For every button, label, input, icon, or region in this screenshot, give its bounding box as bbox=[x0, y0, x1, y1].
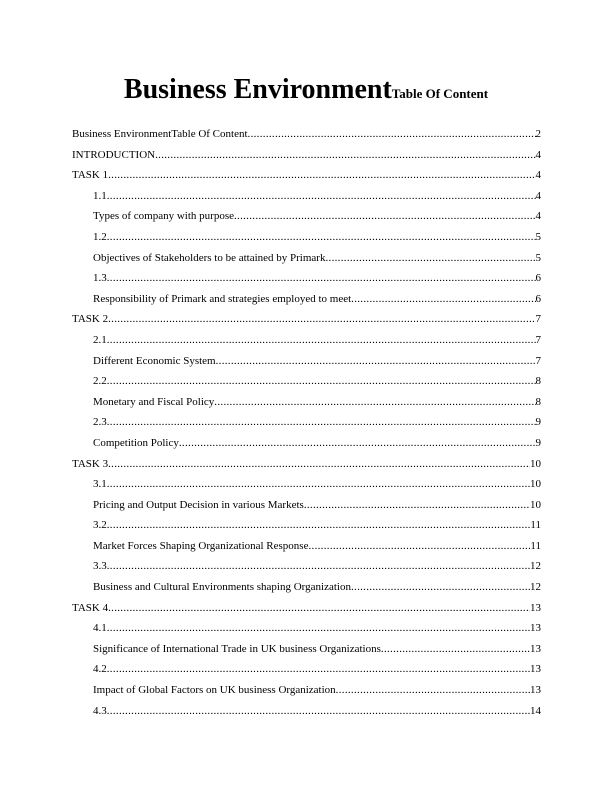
toc-dot-leader bbox=[107, 412, 536, 433]
toc-entry-label: Pricing and Output Decision in various Markets bbox=[93, 498, 304, 511]
toc-entry[interactable] bbox=[72, 248, 541, 269]
toc-dot-leader bbox=[179, 433, 536, 454]
toc-entry-label: TASK 4 bbox=[72, 601, 109, 614]
toc-dot-leader bbox=[107, 371, 536, 392]
toc-dot-leader bbox=[351, 289, 535, 310]
toc-entry-page-number: 7 bbox=[535, 354, 541, 367]
toc-dot-leader bbox=[107, 268, 536, 289]
toc-dot-leader bbox=[107, 330, 536, 351]
toc-entry[interactable] bbox=[72, 474, 541, 495]
toc-dot-leader bbox=[107, 556, 530, 577]
toc-dot-leader bbox=[155, 145, 535, 166]
toc-entry[interactable] bbox=[72, 165, 541, 186]
toc-entry[interactable] bbox=[72, 289, 541, 310]
toc-entry-page-number: 4 bbox=[535, 169, 541, 182]
toc-entry[interactable] bbox=[72, 309, 541, 330]
toc-entry[interactable] bbox=[72, 145, 541, 166]
toc-entry-page-number: 2 bbox=[535, 128, 541, 140]
toc-entry-label: 4.3 bbox=[93, 704, 107, 717]
toc-entry[interactable] bbox=[72, 206, 541, 227]
toc-entry[interactable] bbox=[72, 556, 541, 577]
toc-entry[interactable] bbox=[72, 124, 541, 145]
toc-dot-leader bbox=[107, 186, 536, 207]
toc-entry[interactable] bbox=[72, 371, 541, 392]
document-title-sub: Table Of Content bbox=[391, 86, 489, 101]
toc-entry-page-number: 8 bbox=[535, 375, 541, 388]
toc-entry-label: TASK 2 bbox=[72, 313, 109, 326]
toc-entry-page-number: 13 bbox=[530, 684, 541, 697]
toc-entry-page-number: 4 bbox=[535, 148, 541, 161]
toc-dot-leader bbox=[214, 392, 535, 413]
toc-entry-page-number: 10 bbox=[530, 478, 541, 491]
toc-entry-label: 1.1 bbox=[93, 189, 107, 202]
toc-entry-label: 2.3 bbox=[93, 416, 107, 429]
toc-entry-label: Business EnvironmentTable Of Content bbox=[72, 128, 248, 140]
toc-entry-page-number: 5 bbox=[535, 230, 541, 243]
toc-entry[interactable] bbox=[72, 268, 541, 289]
toc-entry-label: 2.2 bbox=[93, 375, 107, 388]
toc-entry-page-number: 6 bbox=[535, 292, 541, 305]
toc-dot-leader bbox=[381, 639, 530, 660]
toc-entry[interactable] bbox=[72, 536, 541, 557]
toc-entry-page-number: 4 bbox=[535, 189, 541, 202]
toc-entry-page-number: 13 bbox=[530, 642, 541, 655]
toc-entry-page-number: 6 bbox=[535, 272, 541, 285]
toc-dot-leader bbox=[325, 248, 535, 269]
toc-entry-label: Types of company with purpose bbox=[93, 210, 234, 223]
toc-dot-leader bbox=[336, 680, 530, 701]
toc-entry-page-number: 8 bbox=[535, 395, 541, 408]
toc-entry-label: Business and Cultural Environments shaping Organization bbox=[93, 581, 351, 594]
toc-entry[interactable] bbox=[72, 577, 541, 598]
toc-entry-label: Monetary and Fiscal Policy bbox=[93, 395, 215, 408]
toc-entry[interactable] bbox=[72, 639, 541, 660]
toc-dot-leader bbox=[108, 454, 530, 475]
toc-dot-leader bbox=[107, 618, 530, 639]
toc-entry-label: 3.3 bbox=[93, 560, 107, 573]
toc-dot-leader bbox=[216, 351, 536, 372]
toc-entry-page-number: 9 bbox=[535, 416, 541, 429]
toc-entry-label: 2.1 bbox=[93, 333, 107, 346]
toc-entry-label: Impact of Global Factors on UK business Organization bbox=[93, 684, 336, 697]
toc-entry-page-number: 5 bbox=[535, 251, 541, 264]
document-title bbox=[0, 74, 612, 106]
toc-dot-leader bbox=[108, 165, 535, 186]
toc-dot-leader bbox=[108, 309, 535, 330]
toc-entry-page-number: 7 bbox=[535, 333, 541, 346]
toc-entry-page-number: 11 bbox=[530, 539, 541, 552]
toc-entry[interactable] bbox=[72, 330, 541, 351]
toc-entry-label: 3.1 bbox=[93, 478, 107, 491]
toc-dot-leader bbox=[248, 124, 536, 145]
toc-entry-page-number: 13 bbox=[530, 601, 541, 614]
toc-dot-leader bbox=[107, 474, 530, 495]
toc-entry[interactable] bbox=[72, 227, 541, 248]
toc-dot-leader bbox=[234, 206, 536, 227]
toc-entry-label: INTRODUCTION bbox=[72, 148, 156, 161]
toc-dot-leader bbox=[107, 227, 536, 248]
toc-entry[interactable] bbox=[72, 412, 541, 433]
toc-entry[interactable] bbox=[72, 454, 541, 475]
toc-entry[interactable] bbox=[72, 680, 541, 701]
toc-entry-label: Market Forces Shaping Organizational Response bbox=[93, 539, 309, 552]
toc-entry[interactable] bbox=[72, 433, 541, 454]
toc-entry-label: 1.3 bbox=[93, 272, 107, 285]
toc-entry-page-number: 14 bbox=[530, 704, 541, 717]
table-of-contents bbox=[72, 124, 541, 721]
toc-entry-label: Different Economic System bbox=[93, 354, 216, 367]
document-title-main: Business Environment bbox=[123, 74, 392, 105]
toc-entry-page-number: 12 bbox=[530, 560, 541, 573]
toc-entry-page-number: 7 bbox=[535, 313, 541, 326]
toc-entry-page-number: 9 bbox=[535, 436, 541, 449]
toc-entry-page-number: 13 bbox=[530, 663, 541, 676]
toc-entry-label: 4.1 bbox=[93, 622, 107, 635]
toc-dot-leader bbox=[107, 701, 530, 722]
toc-dot-leader bbox=[107, 659, 530, 680]
toc-entry-page-number: 12 bbox=[530, 581, 541, 594]
toc-entry[interactable] bbox=[72, 701, 541, 722]
toc-entry-label: 4.2 bbox=[93, 663, 107, 676]
toc-entry[interactable] bbox=[72, 515, 541, 536]
toc-dot-leader bbox=[351, 577, 530, 598]
toc-dot-leader bbox=[308, 536, 530, 557]
toc-entry-label: 1.2 bbox=[93, 230, 107, 243]
toc-entry-label: Responsibility of Primark and strategies employed to meet bbox=[93, 292, 352, 305]
toc-entry-label: TASK 3 bbox=[72, 457, 109, 470]
toc-dot-leader bbox=[108, 598, 530, 619]
toc-entry-page-number: 4 bbox=[535, 210, 541, 223]
toc-entry[interactable] bbox=[72, 495, 541, 516]
toc-entry-label: TASK 1 bbox=[72, 169, 109, 182]
toc-entry[interactable] bbox=[72, 618, 541, 639]
toc-dot-leader bbox=[107, 515, 531, 536]
toc-entry[interactable] bbox=[72, 351, 541, 372]
toc-entry[interactable] bbox=[72, 659, 541, 680]
toc-entry-page-number: 13 bbox=[530, 622, 541, 635]
toc-entry[interactable] bbox=[72, 598, 541, 619]
toc-entry[interactable] bbox=[72, 392, 541, 413]
toc-entry[interactable] bbox=[72, 186, 541, 207]
toc-entry-page-number: 10 bbox=[530, 498, 541, 511]
toc-entry-page-number: 11 bbox=[530, 519, 541, 532]
toc-entry-label: Significance of International Trade in UK business Organizations bbox=[93, 642, 381, 655]
toc-entry-label: Objectives of Stakeholders to be attained by Primark bbox=[93, 251, 326, 264]
toc-entry-label: 3.2 bbox=[93, 519, 107, 532]
toc-entry-page-number: 10 bbox=[530, 457, 541, 470]
toc-entry-label: Competition Policy bbox=[93, 436, 179, 449]
toc-dot-leader bbox=[304, 495, 530, 516]
